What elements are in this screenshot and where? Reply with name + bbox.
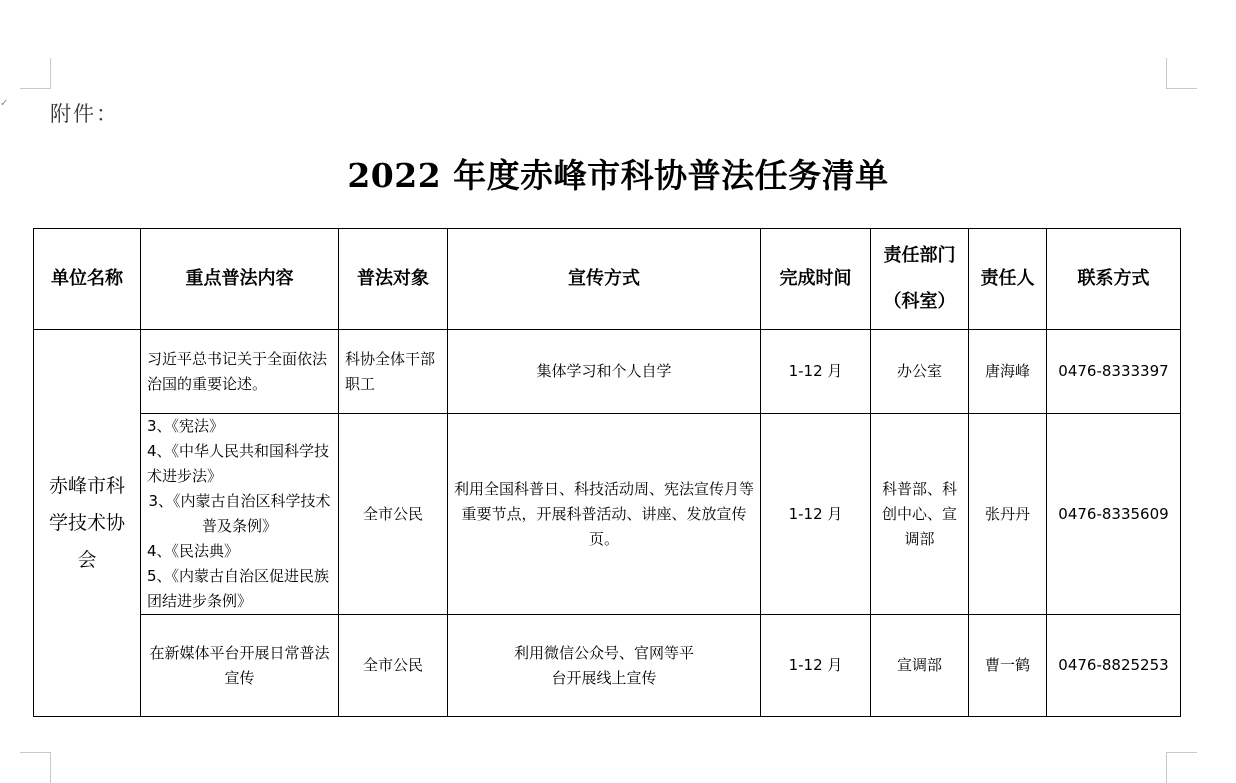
paragraph-mark-icon: ✓ xyxy=(0,98,9,109)
header-audience: 普法对象 xyxy=(339,229,448,330)
law-item: 5、《内蒙古自治区促进民族团结进步条例》 xyxy=(147,567,330,610)
time-cell: 1-12 月 xyxy=(761,615,871,717)
law-item: 3、《内蒙古自治区科学技术普及条例》 xyxy=(148,492,331,535)
table-row xyxy=(34,615,1181,717)
content-cell: 习近平总书记关于全面依法治国的重要论述。 xyxy=(141,330,339,414)
header-method: 宣传方式 xyxy=(448,229,761,330)
header-contact: 联系方式 xyxy=(1047,229,1181,330)
header-content: 重点普法内容 xyxy=(141,229,339,330)
law-item: 4、《中华人民共和国科学技术进步法》 xyxy=(147,442,330,485)
page-corner-mark-bottom-right xyxy=(1166,752,1197,783)
audience-cell: 全市公民 xyxy=(339,414,448,615)
time-cell: 1-12 月 xyxy=(761,414,871,615)
page-corner-mark-bottom-left xyxy=(20,752,51,783)
document-title: 2022 年度赤峰市科协普法任务清单 xyxy=(347,156,889,195)
dept-cell: 办公室 xyxy=(871,330,969,414)
page-corner-mark-top-right xyxy=(1166,58,1197,89)
table-header-row xyxy=(34,229,1181,330)
dept-cell: 科普部、科创中心、宣调部 xyxy=(871,414,969,615)
header-unit: 单位名称 xyxy=(34,229,141,330)
page-corner-mark-top-left xyxy=(20,58,51,89)
contact-cell: 0476-8825253 xyxy=(1047,615,1181,717)
law-item: 4、《民法典》 xyxy=(147,542,240,560)
content-cell: 在新媒体平台开展日常普法宣传 xyxy=(141,615,339,717)
dept-cell: 宣调部 xyxy=(871,615,969,717)
contact-cell: 0476-8335609 xyxy=(1047,414,1181,615)
audience-cell: 全市公民 xyxy=(339,615,448,717)
person-cell: 曹一鹤 xyxy=(969,615,1047,717)
method-cell: 利用全国科普日、科技活动周、宪法宣传月等重要节点，开展科普活动、讲座、发放宣传页。 xyxy=(448,414,761,615)
contact-cell: 0476-8333397 xyxy=(1047,330,1181,414)
method-cell: 集体学习和个人自学 xyxy=(448,330,761,414)
method-cell: 利用微信公众号、官网等平台开展线上宣传 xyxy=(448,615,761,717)
header-dept-line2: （科室） xyxy=(883,291,956,312)
header-time: 完成时间 xyxy=(761,229,871,330)
attachment-label: 附件： xyxy=(50,102,119,126)
header-dept-line1: 责任部门 xyxy=(883,245,956,266)
table-row xyxy=(34,330,1181,414)
task-table xyxy=(33,228,1181,717)
law-item: 3、《宪法》 xyxy=(147,417,225,435)
person-cell: 唐海峰 xyxy=(969,330,1047,414)
person-cell: 张丹丹 xyxy=(969,414,1047,615)
audience-cell: 科协全体干部职工 xyxy=(339,330,448,414)
unit-name-cell: 赤峰市科学技术协会 xyxy=(34,330,141,717)
header-dept xyxy=(871,229,969,330)
content-cell xyxy=(141,414,339,615)
time-cell: 1-12 月 xyxy=(761,330,871,414)
header-person: 责任人 xyxy=(969,229,1047,330)
table-row xyxy=(34,414,1181,615)
